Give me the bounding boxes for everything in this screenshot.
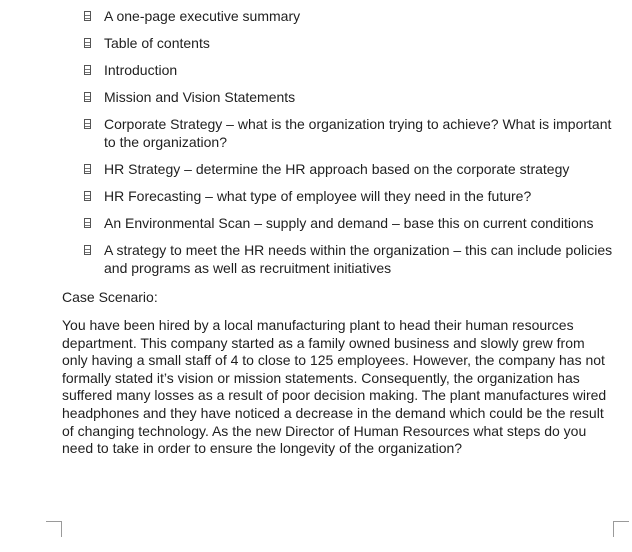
list-item-text: HR Strategy – determine the HR approach based on the corporate strategy <box>104 161 570 177</box>
list-item <box>84 187 614 205</box>
missing-glyph-box-icon <box>84 62 104 72</box>
missing-glyph-box-icon <box>84 161 104 171</box>
list-item <box>84 61 614 79</box>
missing-glyph-box-icon <box>84 35 104 45</box>
list-item <box>84 34 614 52</box>
list-item <box>84 160 614 178</box>
missing-glyph-box-icon <box>84 89 104 99</box>
requirements-list <box>84 7 614 286</box>
missing-glyph-box-icon <box>84 8 104 18</box>
list-item <box>84 241 614 277</box>
missing-glyph-box-icon <box>84 242 104 252</box>
missing-glyph-box-icon <box>84 188 104 198</box>
page-corner-mark-left <box>46 521 62 537</box>
missing-glyph-box-icon <box>84 116 104 126</box>
list-item-text: HR Forecasting – what type of employee will they need in the future? <box>104 188 532 204</box>
list-item-text: An Environmental Scan – supply and demand – base this on current conditions <box>104 215 594 231</box>
missing-glyph-box-icon <box>84 215 104 225</box>
list-item-text: A one-page executive summary <box>104 8 301 24</box>
list-item <box>84 88 614 106</box>
list-item <box>84 7 614 25</box>
list-item <box>84 214 614 232</box>
list-item-text: Corporate Strategy – what is the organization trying to achieve? What is important to the organization? <box>104 116 612 150</box>
case-scenario-heading: Case Scenario: <box>62 289 158 305</box>
case-scenario-paragraph: You have been hired by a local manufacturing plant to head their human resources department. This company started as a family owned business and slowly grew from only having a small staff of 4 to close to 125 employees. However, the company has not formally stated it’s vision or mission statements. Consequently, the organization has suffered many losses as a result of poor decision making. The plant manufactures wired headphones and they have noticed a decrease in the demand which could be the result of changing technology. As the new Director of Human Resources what steps do you need to take in order to ensure the longevity of the organization? <box>62 317 607 457</box>
list-item-text: Table of contents <box>104 35 210 51</box>
list-item-text: Mission and Vision Statements <box>104 89 296 105</box>
list-item-text: Introduction <box>104 62 178 78</box>
list-item <box>84 115 614 151</box>
list-item-text: A strategy to meet the HR needs within the organization – this can include policies and programs as well as recruitment initiatives <box>104 242 613 276</box>
page-corner-mark-right <box>613 521 629 537</box>
